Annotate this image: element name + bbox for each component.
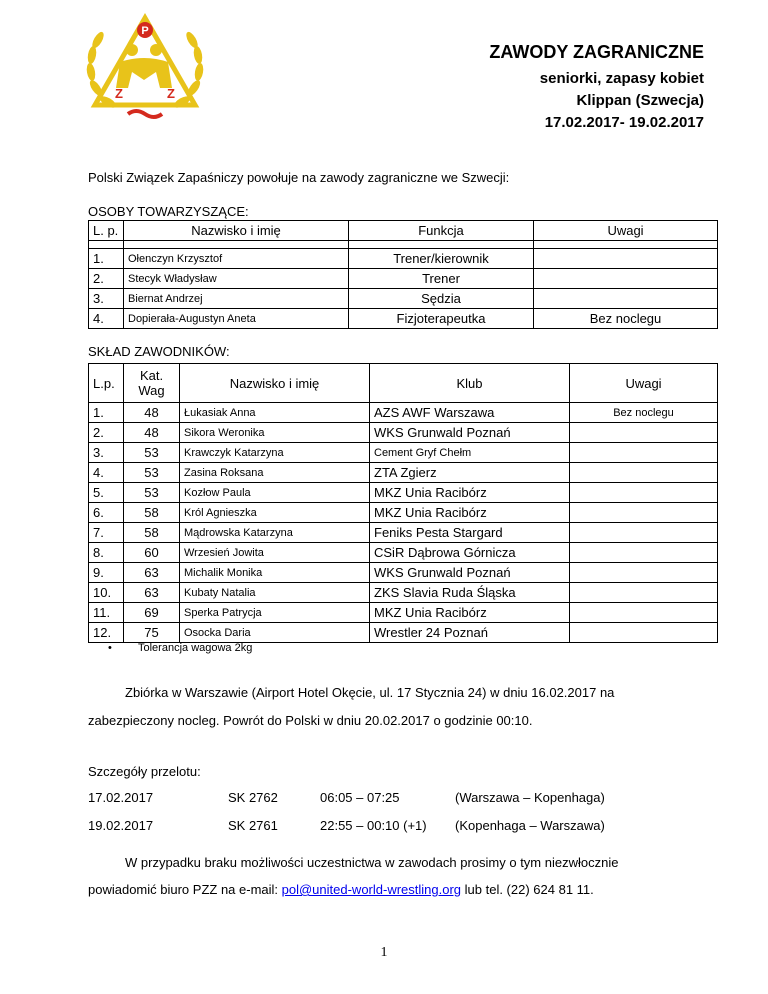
- table-row: [89, 483, 718, 503]
- cell-name: Sperka Patrycja: [180, 603, 370, 623]
- cell-club: MKZ Unia Racibórz: [370, 603, 570, 623]
- header-cell: Funkcja: [349, 221, 534, 241]
- flight-route: (Kopenhaga – Warszawa): [455, 818, 605, 833]
- cell-notes: [570, 443, 718, 463]
- cell-lp: 1.: [89, 249, 124, 269]
- flights-label: Szczegóły przelotu:: [88, 764, 201, 779]
- athletes-header-row: [89, 364, 718, 403]
- cell-club: ZKS Slavia Ruda Śląska: [370, 583, 570, 603]
- flight-date: 17.02.2017: [88, 790, 154, 805]
- cell-name: Biernat Andrzej: [124, 289, 349, 309]
- cell-weight: 58: [124, 503, 180, 523]
- cell-lp: 5.: [89, 483, 124, 503]
- cell-notes: [534, 289, 718, 309]
- cell-club: MKZ Unia Racibórz: [370, 503, 570, 523]
- cell-name: Ołenczyn Krzysztof: [124, 249, 349, 269]
- contact-line2: [88, 882, 594, 897]
- table-row: [89, 603, 718, 623]
- logo-letter-p: P: [141, 25, 149, 37]
- cell-lp: 2.: [89, 269, 124, 289]
- cell-lp: 12.: [89, 623, 124, 643]
- staff-table: [88, 220, 718, 329]
- header-cell: L.p.: [89, 364, 124, 403]
- header-cell: Uwagi: [570, 364, 718, 403]
- cell-weight: 60: [124, 543, 180, 563]
- cell-name: Michalik Monika: [180, 563, 370, 583]
- flight-date: 19.02.2017: [88, 818, 154, 833]
- header-cell: Uwagi: [534, 221, 718, 241]
- cell-weight: 48: [124, 403, 180, 423]
- cell-notes: [570, 563, 718, 583]
- cell-name: Mądrowska Katarzyna: [180, 523, 370, 543]
- note-text: Tolerancja wagowa 2kg: [138, 642, 253, 654]
- cell-weight: 53: [124, 463, 180, 483]
- logo-letter-z-right: Z: [167, 86, 175, 101]
- cell-lp: 6.: [89, 503, 124, 523]
- header-cell: Nazwisko i imię: [124, 221, 349, 241]
- contact-line1: W przypadku braku możliwości uczestnictwa w zawodach prosimy o tym niezwłocznie: [125, 855, 619, 870]
- flight-time: 22:55 – 00:10 (+1): [320, 818, 427, 833]
- table-row: [89, 289, 718, 309]
- athletes-table: [88, 363, 718, 643]
- cell-club: Cement Gryf Chełm: [370, 443, 570, 463]
- cell-notes: [570, 423, 718, 443]
- table-row: [89, 249, 718, 269]
- logo-letter-z-left: Z: [115, 86, 123, 101]
- cell-weight: 63: [124, 583, 180, 603]
- cell-weight: 69: [124, 603, 180, 623]
- flight-number: SK 2762: [228, 790, 278, 805]
- header-cell: Nazwisko i imię: [180, 364, 370, 403]
- cell-lp: 3.: [89, 443, 124, 463]
- cell-weight: 53: [124, 483, 180, 503]
- cell-notes: [570, 583, 718, 603]
- assembly-line1: Zbiórka w Warszawie (Airport Hotel Okęcie, ul. 17 Stycznia 24) w dniu 16.02.2017 na: [125, 685, 615, 700]
- cell-notes: [570, 523, 718, 543]
- table-row: [89, 543, 718, 563]
- staff-header-row: [89, 221, 718, 241]
- cell-weight: 48: [124, 423, 180, 443]
- bullet-icon: •: [108, 642, 112, 654]
- cell-notes: Bez noclegu: [570, 403, 718, 423]
- cell-club: AZS AWF Warszawa: [370, 403, 570, 423]
- cell-club: ZTA Zgierz: [370, 463, 570, 483]
- table-row: [89, 269, 718, 289]
- intro-text: Polski Związek Zapaśniczy powołuje na zawody zagraniczne we Szwecji:: [88, 170, 510, 185]
- cell-club: WKS Grunwald Poznań: [370, 563, 570, 583]
- cell-notes: [570, 483, 718, 503]
- pzz-logo: [80, 10, 210, 130]
- cell-lp: 9.: [89, 563, 124, 583]
- cell-lp: 11.: [89, 603, 124, 623]
- header-cell: Kat. Wag: [124, 364, 180, 403]
- cell-notes: [570, 543, 718, 563]
- cell-lp: 2.: [89, 423, 124, 443]
- cell-club: Wrestler 24 Poznań: [370, 623, 570, 643]
- cell-function: Fizjoterapeutka: [349, 309, 534, 329]
- cell-name: Łukasiak Anna: [180, 403, 370, 423]
- athletes-label: SKŁAD ZAWODNIKÓW:: [88, 344, 230, 359]
- cell-weight: 75: [124, 623, 180, 643]
- ribbon-icon: [128, 111, 162, 117]
- weight-tolerance-note: [108, 642, 252, 654]
- cell-lp: 3.: [89, 289, 124, 309]
- cell-lp: 4.: [89, 463, 124, 483]
- doc-subtitle: seniorki, zapasy kobiet: [539, 70, 704, 87]
- table-row: [89, 443, 718, 463]
- page-number: 1: [380, 945, 388, 960]
- cell-name: Zasina Roksana: [180, 463, 370, 483]
- cell-name: Wrzesień Jowita: [180, 543, 370, 563]
- cell-function: Sędzia: [349, 289, 534, 309]
- cell-name: Dopierała-Augustyn Aneta: [124, 309, 349, 329]
- table-row: [89, 583, 718, 603]
- cell-notes: [570, 463, 718, 483]
- doc-title: ZAWODY ZAGRANICZNE: [489, 42, 704, 62]
- cell-lp: 8.: [89, 543, 124, 563]
- cell-lp: 4.: [89, 309, 124, 329]
- table-row: [89, 463, 718, 483]
- cell-function: Trener: [349, 269, 534, 289]
- cell-name: Król Agnieszka: [180, 503, 370, 523]
- header-cell: L. p.: [89, 221, 124, 241]
- cell-name: Stecyk Władysław: [124, 269, 349, 289]
- table-row: [89, 423, 718, 443]
- table-row: [89, 403, 718, 423]
- cell-club: Feniks Pesta Stargard: [370, 523, 570, 543]
- cell-weight: 53: [124, 443, 180, 463]
- contact-text-before: powiadomić biuro PZZ na e-mail:: [88, 882, 282, 897]
- cell-name: Osocka Daria: [180, 623, 370, 643]
- contact-text-after: lub tel. (22) 624 81 11.: [461, 882, 594, 897]
- cell-lp: 7.: [89, 523, 124, 543]
- flight-route: (Warszawa – Kopenhaga): [455, 790, 605, 805]
- cell-notes: [570, 603, 718, 623]
- assembly-line2: zabezpieczony nocleg. Powrót do Polski w dniu 20.02.2017 o godzinie 00:10.: [88, 713, 533, 728]
- staff-label: OSOBY TOWARZYSZĄCE:: [88, 204, 249, 219]
- cell-function: Trener/kierownik: [349, 249, 534, 269]
- cell-name: Kubaty Natalia: [180, 583, 370, 603]
- cell-name: Sikora Weronika: [180, 423, 370, 443]
- cell-notes: [534, 249, 718, 269]
- cell-club: MKZ Unia Racibórz: [370, 483, 570, 503]
- table-row: [89, 623, 718, 643]
- doc-location: Klippan (Szwecja): [576, 92, 704, 109]
- cell-club: CSiR Dąbrowa Górnicza: [370, 543, 570, 563]
- cell-notes: Bez noclegu: [534, 309, 718, 329]
- table-row: [89, 523, 718, 543]
- cell-lp: 1.: [89, 403, 124, 423]
- cell-name: Krawczyk Katarzyna: [180, 443, 370, 463]
- cell-notes: [570, 503, 718, 523]
- header-cell: Klub: [370, 364, 570, 403]
- cell-weight: 58: [124, 523, 180, 543]
- flight-number: SK 2761: [228, 818, 278, 833]
- table-row: [89, 503, 718, 523]
- cell-lp: 10.: [89, 583, 124, 603]
- cell-club: WKS Grunwald Poznań: [370, 423, 570, 443]
- cell-notes: [570, 623, 718, 643]
- doc-dates: 17.02.2017- 19.02.2017: [544, 114, 704, 131]
- table-row: [89, 309, 718, 329]
- cell-notes: [534, 269, 718, 289]
- cell-weight: 63: [124, 563, 180, 583]
- flight-time: 06:05 – 07:25: [320, 790, 400, 805]
- cell-name: Kozłow Paula: [180, 483, 370, 503]
- table-row: [89, 563, 718, 583]
- email-link[interactable]: pol@united-world-wrestling.org: [281, 882, 462, 897]
